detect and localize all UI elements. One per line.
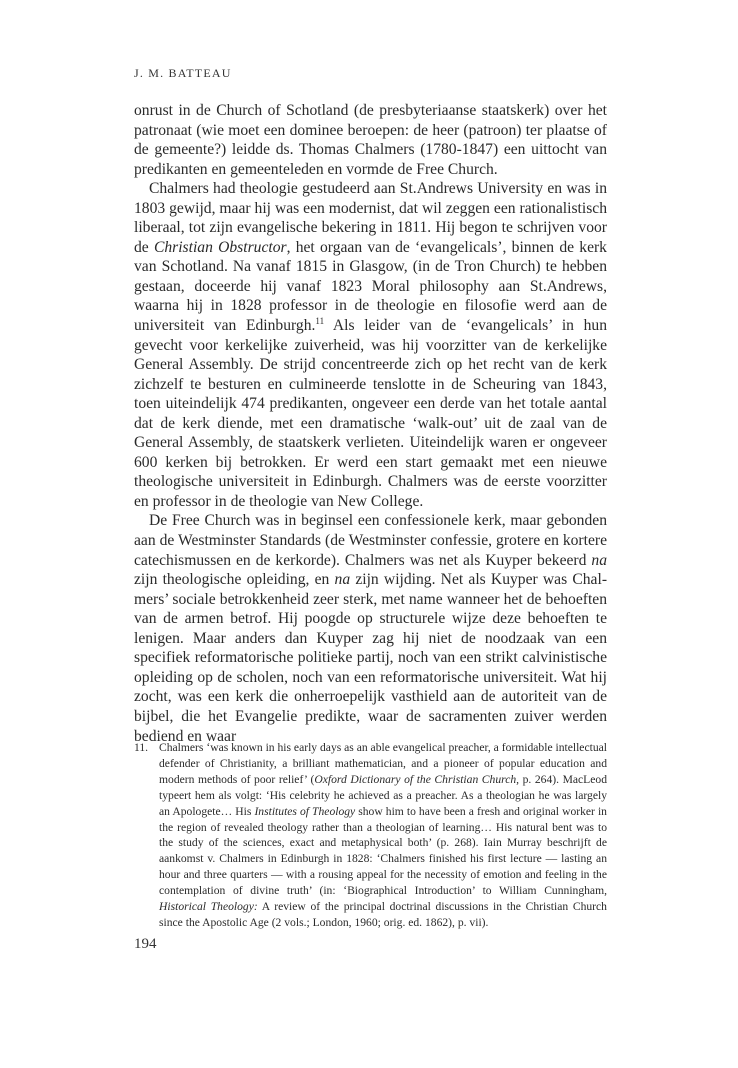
footnote-part-2: p. 264). MacLeod typeert hem als volgt: ‘His celebrity he achieved as a preacher. As a theologian he was largely an Apologete… His (159, 772, 608, 818)
running-head: J. M. BATTEAU (134, 66, 232, 80)
paragraph-2-part-a: Chalmers had theologie gestudeerd aan St.Andrews University en was in 1803 gewijd, maar hij was een modernist, dat wil zeggen een rationalistisch liberaal, tot zijn evangelische bekering in 1811. Hij begon te schrijven voor de (134, 180, 607, 256)
footnote-number: 11. (134, 741, 149, 754)
paragraph-2-part-b: , het orgaan van de ‘evangelicals’, binnen de kerk van Schotland. Na vanaf 1815 in Glasgow, (in de Tron Church) te hebben gestaan, doceerde hij vanaf 1823 Moral philosophy aan St.Andrews, waarna hij in 1828 professor in de theologie en filosofie werd aan de universiteit van Edinburgh. (134, 238, 607, 335)
page-number: 194 (134, 936, 157, 952)
paragraph-3-part-c: zijn wijding. Net als Kuyper was Chalmers’ sociale betrokkenheid zeer sterk, met name wanneer het de behoeften van de armen betrof. Hij poogde op structurele wijze deze behoeften te lenigen. Maar anders dan Kuyper zag hij niet de noodzaak van een specifiek reformatorische politieke partij, noch van een strikt calvinistische opleiding op de scholen, noch van een reformatorische universiteit. Wat hij zocht, was een kerk die onherroepelijk vasthield aan de autoriteit van de bijbel, die het Evangelie predikte, waar de sacramenten zuiver werden bediend en waar (134, 571, 608, 745)
footnote-part-1: Chalmers ‘was known in his early days as an able evangelical preacher, a formidable intellectual defender of Christianity, a brilliant mathematician, and a pioneer of popular education and modern methods of poor relief’ ( (159, 741, 607, 786)
paragraph-3-part-b: zijn theologische opleiding, en (134, 571, 335, 589)
paragraph-1: onrust in de Church of Schotland (de presbyteriaanse staatskerk) over het patronaat (wie moet een dominee beroepen: de heer (patroon) ter plaatse of de gemeente?) leidde ds. Thomas Chalmers (1780-1847) een uittocht van predikanten en gemeenteleden en vormde de Free Church. (134, 102, 607, 178)
footnotes (134, 740, 607, 931)
footnote-part-4: A review of the principal doctrinal discussions in the Christian Church since the Apostolic Age (2 vols.; London, 1960; orig. ed. 1862), p. vii). (159, 900, 607, 929)
journal-title: Christian Obstructor (153, 238, 287, 256)
paragraph-3-part-a: De Free Church was in beginsel een confessionele kerk, maar gebonden aan de Westminster Standards (de Westminster confessie, grotere en kortere catechismussen en de kerkorde). Chalmers was net als Kuyper bekeerd (134, 512, 607, 569)
footnote-citation-3: Historical Theology: (159, 900, 258, 914)
footnote-citation-1: Oxford Dictionary of the Christian Church, (314, 772, 520, 786)
footnote-citation-2: Institutes of Theology (254, 804, 356, 818)
footnote-text (159, 740, 607, 931)
emphasis-na-1: na (591, 551, 607, 569)
paragraph-2 (134, 179, 607, 511)
paragraph-3 (134, 511, 607, 746)
emphasis-na-2: na (334, 571, 351, 589)
paragraph-2-part-c: Als leider van de ‘evangelicals’ in hun gevecht voor kerkelijke zuiverheid, was hij voorzitter van de kerkelijke General Assembly. De strijd concentreerde zich op het recht van de kerk zichzelf te besturen en culmineerde tenslotte in de Scheuring van 1843, toen uiteindelijk 474 predikanten, ongeveer een derde van het totale aantal dat de kerk diende, met een dramatische ‘walk-out’ uit de zaal van de General Assembly, de staatskerk verlieten. Uiteindelijk waren er ongeveer 600 kerken bij betrokken. Er werd een start gemaakt met een nieuwe theologische universiteit in Edinburgh. Chalmers was de eerste voorzitter en professor in de theologie van New College. (134, 317, 607, 510)
footnote-11 (134, 740, 607, 931)
footnote-part-3: show him to have been a fresh and original worker in the region of revealed theology rather than a theologian of learning… His natural bent was to the study of the sciences, exact and metaphysical both’ (p. 268). Iain Murray beschrijft de aankomst v. Chalmers in Edinburgh in 1828: ‘Chalmers finished his first lecture — lasting an hour and three quarters — with a rousing appeal for the necessity of emotion and feeling in the contemplation of divine truth’ (in: ‘Biographical Introduction’ to William Cunningham, (159, 804, 607, 898)
footnote-reference[interactable]: 11 (315, 315, 325, 326)
main-text (134, 101, 607, 746)
